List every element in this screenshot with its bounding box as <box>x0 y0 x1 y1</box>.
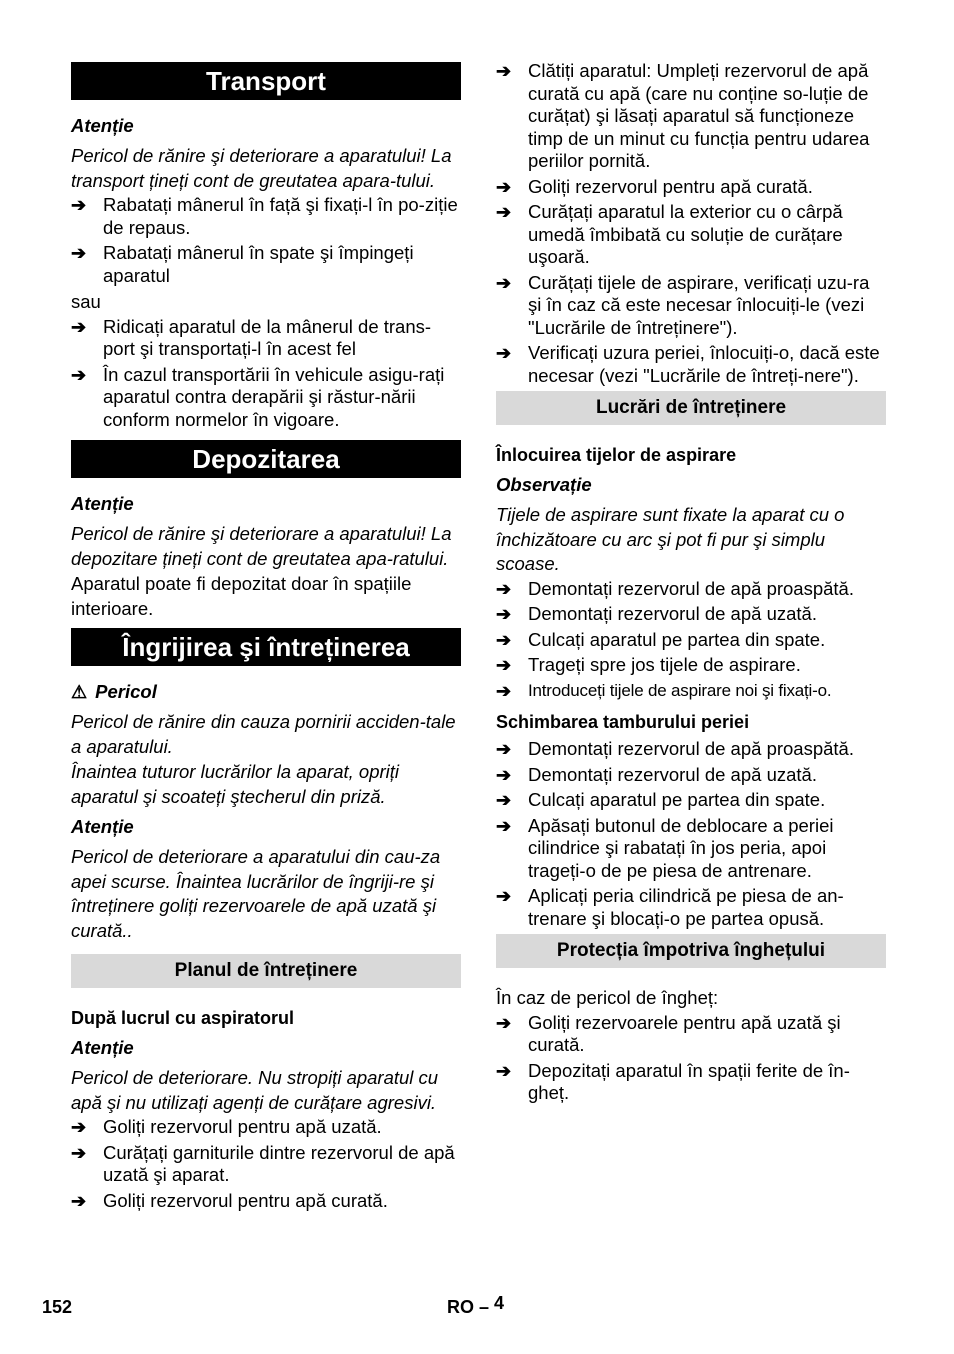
section-title-frost: Protecția împotriva înghețului <box>496 934 886 968</box>
subheading: După lucrul cu aspiratorul <box>71 1008 295 1028</box>
arrow-icon: ➔ <box>496 680 511 701</box>
arrow-icon: ➔ <box>496 578 512 599</box>
list-item: ➔ Demontați rezervorul de apă uzată. <box>496 603 817 624</box>
section-title-plan: Planul de întreținere <box>71 954 461 988</box>
arrow-icon: ➔ <box>496 176 512 197</box>
arrow-icon: ➔ <box>496 343 512 363</box>
warning-triangle-icon: ⚠ <box>71 682 88 702</box>
attention-text: Pericol de deteriorare a aparatului din cau-za apei scurse. Înaintea lucrărilor de îngriji-re şi întreținere goliți rezervoarele de apă uzată şi curată.. <box>71 846 441 941</box>
list-item: ➔ Curățați tijele de aspirare, verificați uzu-ra şi în caz că este necesar înlocuiți-le (vezi "Lucrările de întreținere"). <box>496 271 870 338</box>
attention-label: Atenție <box>71 1037 134 1058</box>
danger-label: ⚠ Pericol <box>71 681 157 702</box>
arrow-icon: ➔ <box>496 202 512 222</box>
list-item: ➔ Introduceți tijele de aspirare noi şi fixați-o. <box>496 680 832 701</box>
right-column <box>496 60 886 1108</box>
attention-label: Atenție <box>71 816 134 837</box>
section-title-care: Îngrijirea şi întreținerea <box>71 628 461 666</box>
arrow-icon: ➔ <box>71 195 87 215</box>
list-item: ➔ Curățați garniturile dintre rezervorul de apă uzată şi aparat. <box>71 1141 455 1185</box>
arrow-icon: ➔ <box>71 364 87 385</box>
arrow-icon: ➔ <box>496 886 512 906</box>
left-column <box>71 62 461 1215</box>
list-item: ➔ Goliți rezervorul pentru apă uzată. <box>71 1116 382 1137</box>
arrow-icon: ➔ <box>71 1142 87 1163</box>
subheading: Înlocuirea tijelor de aspirare <box>496 445 737 465</box>
or-text: sau <box>71 291 101 312</box>
language-code: RO <box>447 1297 474 1317</box>
arrow-icon: ➔ <box>71 1190 87 1211</box>
separator: – <box>479 1297 490 1317</box>
list-item: ➔ Demontați rezervorul de apă proaspătă. <box>496 577 854 599</box>
danger-text: Înaintea tuturor lucrărilor la aparat, opriți aparatul şi scoateți ştecherul din priză. <box>71 761 400 807</box>
note-label: Observație <box>496 474 592 495</box>
section-title-transport: Transport <box>71 62 461 100</box>
arrow-icon: ➔ <box>496 815 512 836</box>
attention-text: Pericol de deteriorare. Nu stropiți aparatul cu apă şi nu utilizați agenți de curățare agresivi. <box>71 1067 439 1113</box>
list-item: ➔ Demontați rezervorul de apă uzată. <box>496 763 817 785</box>
list-item: ➔ Aplicați peria cilindrică pe piesa de an-trenare şi blocați-o pe partea opusă. <box>496 885 844 929</box>
attention-label: Atenție <box>71 493 134 514</box>
note-text: Tijele de aspirare sunt fixate la aparat cu o închizătoare cu arc şi pot fi pur şi simplu scoase. <box>496 504 845 574</box>
list-item: ➔ Apăsați butonul de deblocare a periei cilindrice şi rabatați în jos peria, apoi trageți-o de pe piesa de antrenare. <box>496 814 834 881</box>
list-item: ➔ Culcați aparatul pe partea din spate. <box>496 789 826 810</box>
danger-text: Pericol de rănire din cauza pornirii acciden-tale a aparatului. <box>71 711 456 757</box>
list-item: ➔ Verificați uzura periei, înlocuiți-o, dacă este necesar (vezi "Lucrările de întreți-nere"). <box>496 342 880 386</box>
arrow-icon: ➔ <box>496 629 512 650</box>
arrow-icon: ➔ <box>496 272 512 293</box>
arrow-icon: ➔ <box>71 1117 87 1137</box>
list-item: ➔ Curățați aparatul la exterior cu o cârpă umedă îmbibată cu soluție de curățare uşoară. <box>496 201 843 267</box>
arrow-icon: ➔ <box>496 1060 512 1081</box>
frost-intro: În caz de pericol de îngheț: <box>496 987 719 1008</box>
arrow-icon: ➔ <box>496 61 512 81</box>
arrow-icon: ➔ <box>496 604 512 624</box>
arrow-icon: ➔ <box>496 764 512 785</box>
arrow-icon: ➔ <box>71 243 87 263</box>
arrow-icon: ➔ <box>496 739 512 759</box>
list-item: ➔ Ridicați aparatul de la mânerul de trans-port şi transportați-l în acest fel <box>71 315 432 359</box>
arrow-icon: ➔ <box>71 316 87 337</box>
arrow-icon: ➔ <box>496 790 512 810</box>
page-number: 152 <box>42 1297 73 1317</box>
list-item: ➔ Depozitați aparatul în spații ferite de în-gheț. <box>496 1059 850 1103</box>
arrow-icon: ➔ <box>496 655 512 675</box>
list-item: ➔ Rabatați mânerul în față şi fixați-l în po-ziție de repaus. <box>71 194 458 238</box>
list-item: ➔ Rabatați mânerul în spate şi împingeți aparatul <box>71 242 414 286</box>
subheading: Schimbarea tamburului periei <box>496 712 750 732</box>
section-number: 4 <box>494 1293 505 1313</box>
list-item: ➔ În cazul transportării în vehicule asigu-rați aparatul contra derapării şi răstur-nării conform normelor în vigoare. <box>71 363 445 430</box>
warning-text: Pericol de rănire şi deteriorare a aparatului! La depozitare țineți cont de greutatea apa-ratului. <box>71 523 452 569</box>
list-item: ➔ Trageți spre jos tijele de aspirare. <box>496 654 801 675</box>
attention-label: Atenție <box>71 115 134 136</box>
arrow-icon: ➔ <box>496 1012 512 1033</box>
list-item: ➔ Clătiți aparatul: Umpleți rezervorul de apă curată cu apă (care nu conține so-luție de curățat) şi lăsați aparatul să funcționeze timp de un minut cu funcția pentru udarea periilor pornită. <box>496 60 870 171</box>
section-title-storage: Depozitarea <box>71 440 461 478</box>
list-item: ➔ Demontați rezervorul de apă proaspătă. <box>496 738 854 759</box>
storage-text: Aparatul poate fi depozitat doar în spațiile interioare. <box>71 573 412 619</box>
section-title-maintenance: Lucrări de întreținere <box>496 391 886 425</box>
list-item: ➔ Culcați aparatul pe partea din spate. <box>496 628 826 650</box>
list-item: ➔ Goliți rezervorul pentru apă curată. <box>71 1189 388 1211</box>
page-footer-label <box>447 1293 505 1318</box>
list-item: ➔ Goliți rezervorul pentru apă curată. <box>496 175 813 197</box>
list-item: ➔ Goliți rezervoarele pentru apă uzată şi curată. <box>496 1011 841 1055</box>
warning-text: Pericol de rănire şi deteriorare a aparatului! La transport țineți cont de greutatea apara-tului. <box>71 145 452 191</box>
